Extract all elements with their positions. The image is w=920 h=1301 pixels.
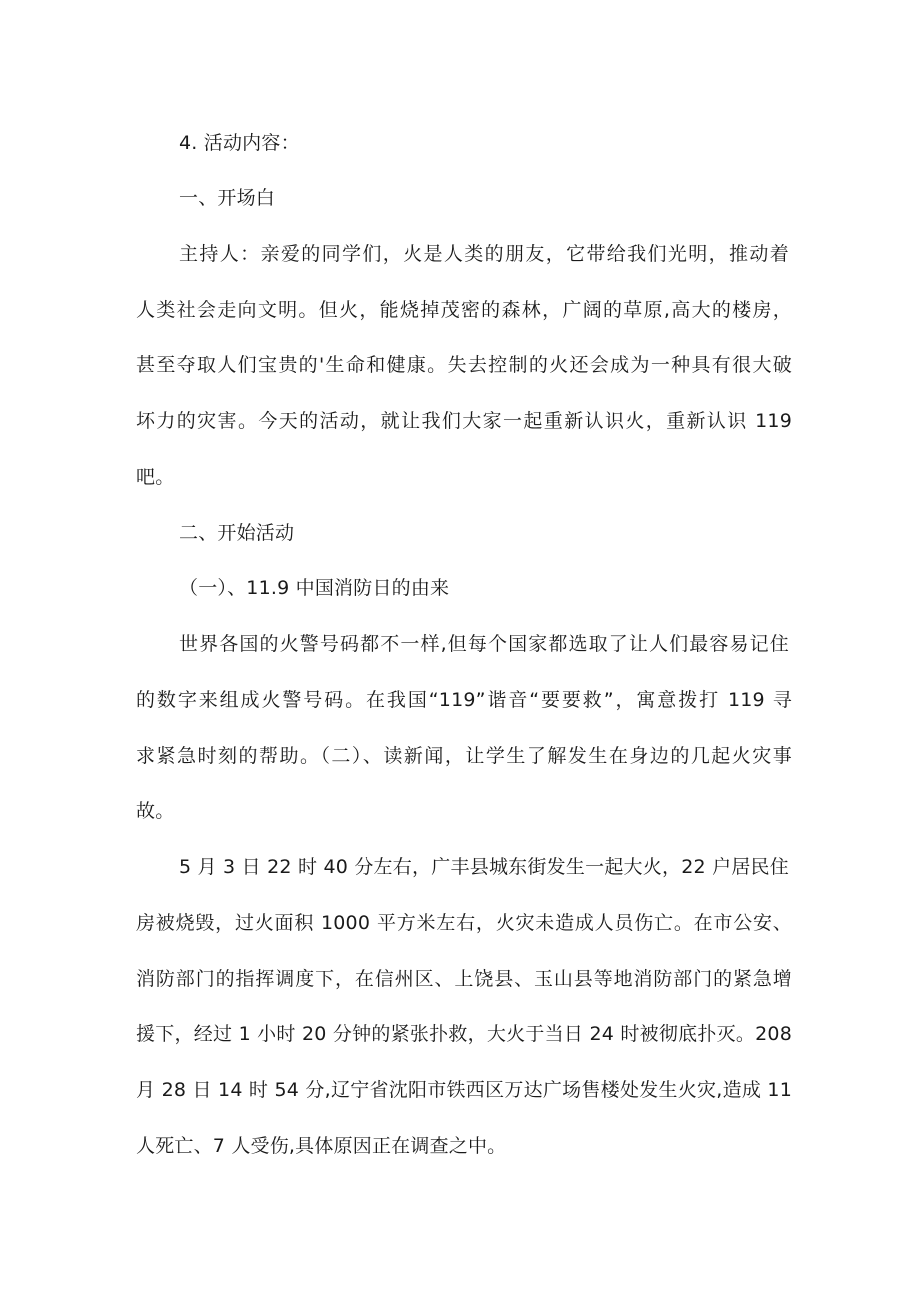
paragraph-line: 甚至夺取人们宝贵的'生命和健康。失去控制的火还会成为一种具有很大破 — [136, 354, 792, 376]
paragraph-line: 坏力的灾害。今天的活动，就让我们大家一起重新认识火，重新认识 119 — [136, 410, 792, 432]
paragraph-line: 月 28 日 14 时 54 分,辽宁省沈阳市铁西区万达广场售楼处发生火灾,造成 11 — [136, 1079, 792, 1101]
activity-heading: 4. 活动内容： — [179, 132, 300, 154]
paragraph-line: 世界各国的火警号码都不一样,但每个国家都选取了让人们最容易记住 — [179, 633, 789, 655]
paragraph-line: 5 月 3 日 22 时 40 分左右，广丰县城东街发生一起大火，22 户居民住 — [179, 856, 789, 878]
section-title-opening: 一、开场白 — [179, 187, 276, 209]
paragraph-line: 消防部门的指挥调度下，在信州区、上饶县、玉山县等地消防部门的紧急增 — [136, 968, 792, 990]
paragraph-line: 求紧急时刻的帮助。（二）、读新闻，让学生了解发生在身边的几起火灾事 — [136, 745, 792, 767]
section-title-start: 二、开始活动 — [179, 522, 295, 544]
paragraph-line: 故。 — [136, 800, 175, 822]
paragraph-line: 人类社会走向文明。但火，能烧掉茂密的森林，广阔的草原,高大的楼房， — [136, 299, 792, 321]
paragraph-line: 的数字来组成火警号码。在我国“119”谐音“要要救”，寓意拨打 119 寻 — [136, 689, 792, 711]
paragraph-line: 人死亡、7 人受伤,具体原因正在调查之中。 — [136, 1135, 507, 1157]
paragraph-line: 吧。 — [136, 466, 175, 488]
paragraph-line: 援下，经过 1 小时 20 分钟的紧张扑救，大火于当日 24 时被彻底扑灭。208 — [136, 1023, 792, 1045]
subsection-title-origin: （一）、11.9 中国消防日的由来 — [179, 577, 450, 599]
paragraph-line: 房被烧毁，过火面积 1000 平方米左右，火灾未造成人员伤亡。在市公安、 — [136, 912, 792, 934]
paragraph-line: 主持人：亲爱的同学们，火是人类的朋友，它带给我们光明，推动着 — [179, 243, 789, 265]
